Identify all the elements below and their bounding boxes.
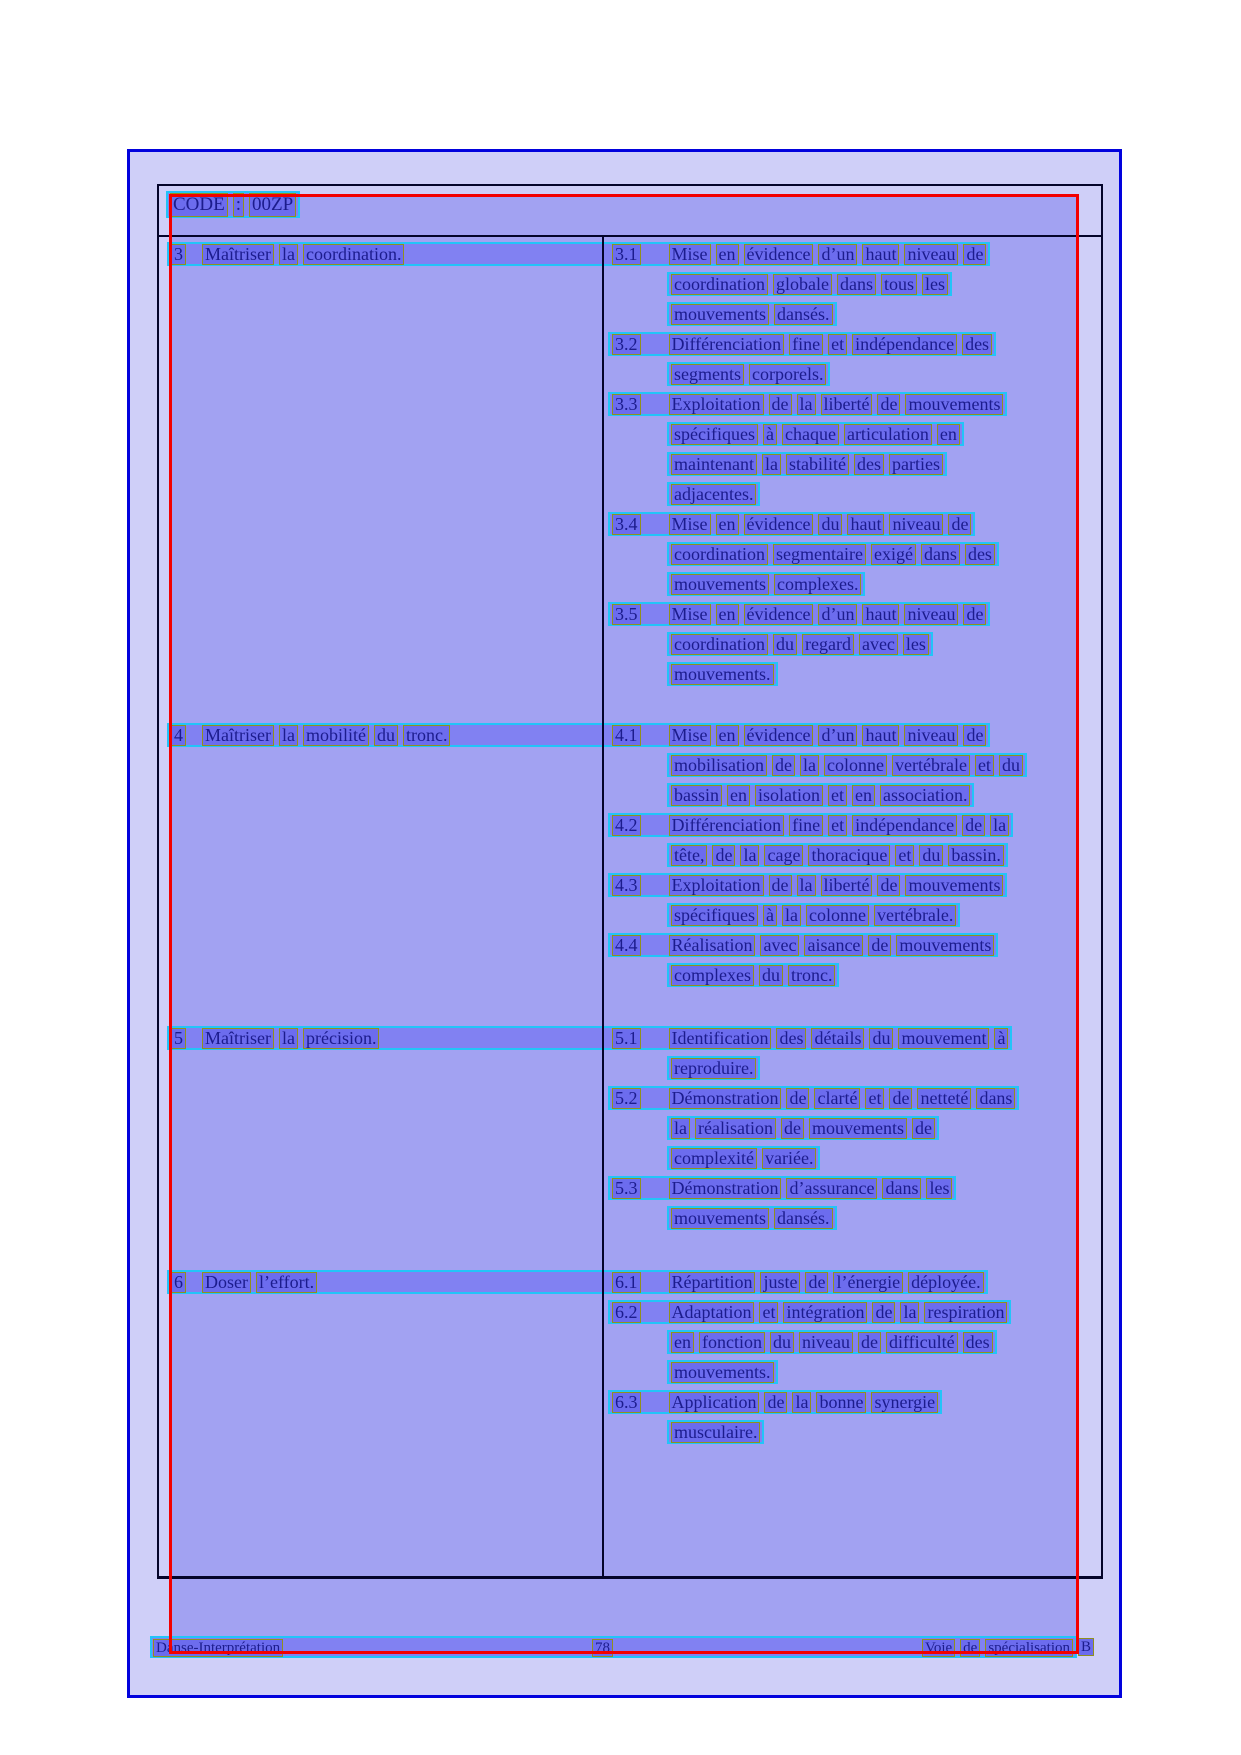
objective-number: 3 — [171, 244, 186, 265]
criterion-word: des — [962, 334, 992, 355]
criterion-number: 4.1 — [612, 725, 641, 746]
criterion-word: maintenant — [671, 454, 757, 475]
criterion-word: la — [990, 815, 1009, 836]
criterion-line-continuation — [667, 272, 952, 296]
criterion-word: d’un — [818, 604, 857, 625]
criterion-word: de — [889, 1088, 912, 1109]
criterion-word: de — [948, 514, 971, 535]
objective-number: 4 — [171, 725, 186, 746]
criterion-word: segments — [671, 364, 744, 385]
criterion-line-continuation — [667, 632, 933, 656]
criterion-word: musculaire. — [671, 1422, 760, 1443]
criterion-word: Différenciation — [669, 815, 785, 836]
criterion-word: de — [769, 394, 792, 415]
criterion-word: de — [963, 725, 986, 746]
criterion-word: du — [759, 965, 783, 986]
criterion-word: les — [922, 274, 948, 295]
criterion-line-continuation — [667, 302, 837, 326]
criterion-word: association. — [880, 785, 970, 806]
objective-row — [167, 1026, 1012, 1050]
criterion-word: clarté — [814, 1088, 860, 1109]
criterion-number: 5.2 — [612, 1088, 641, 1109]
objective-word: l’effort. — [256, 1272, 317, 1293]
criterion-word: du — [919, 845, 943, 866]
criterion-word: Application — [669, 1392, 760, 1413]
criterion-word: de — [858, 1332, 881, 1353]
table-frame-left — [157, 184, 159, 1578]
criterion-word: synergie — [871, 1392, 938, 1413]
footer-title — [153, 1639, 283, 1657]
criterion-word: bassin. — [948, 845, 1004, 866]
criterion-word: du — [770, 1332, 794, 1353]
table-frame-top — [157, 184, 1103, 186]
footer-right-word: Voie — [922, 1639, 955, 1657]
criterion-word: Adaptation — [669, 1302, 755, 1323]
criterion-word: en — [727, 785, 750, 806]
criterion-word: segmentaire — [773, 544, 866, 565]
criterion-line-continuation — [667, 843, 1008, 867]
table-frame-right — [1101, 184, 1103, 1578]
criterion-word: mouvements — [896, 935, 994, 956]
criterion-word: adjacentes. — [671, 484, 756, 505]
page-number-word: 78 — [592, 1639, 613, 1657]
criterion-line-continuation — [667, 662, 778, 686]
objective-cell — [171, 244, 612, 265]
criterion-word: et — [828, 334, 847, 355]
objective-word: Maîtriser — [202, 1028, 274, 1049]
criterion-word: d’assurance — [786, 1178, 877, 1199]
criterion-word: Mise — [669, 514, 711, 535]
criterion-number: 3.3 — [612, 394, 641, 415]
footer-row — [150, 1636, 1077, 1658]
criterion-word: détails — [811, 1028, 864, 1049]
criterion-word: la — [900, 1302, 919, 1323]
criterion-word: de — [772, 755, 795, 776]
criterion-word: de — [872, 1302, 895, 1323]
criterion-word: en — [716, 725, 739, 746]
criterion-word: avec — [859, 634, 898, 655]
criterion-word: Mise — [669, 244, 711, 265]
criterion-word: la — [782, 905, 801, 926]
criterion-number: 3.1 — [612, 244, 641, 265]
criterion-word: parties — [889, 454, 943, 475]
criterion-word: à — [763, 424, 777, 445]
criterion-word: netteté — [917, 1088, 971, 1109]
objective-word: Doser — [202, 1272, 251, 1293]
criterion-number: 5.3 — [612, 1178, 641, 1199]
criterion-word: en — [852, 785, 875, 806]
criterion-number: 3.4 — [612, 514, 641, 535]
criterion-word: mouvements — [671, 1208, 769, 1229]
criterion-number: 4.3 — [612, 875, 641, 896]
criterion-word: juste — [760, 1272, 800, 1293]
criterion-word: de — [781, 1118, 804, 1139]
criterion-line-continuation — [667, 1146, 820, 1170]
criterion-word: de — [963, 244, 986, 265]
criterion-word: corporels. — [749, 364, 826, 385]
criterion-word: difficulté — [886, 1332, 958, 1353]
criterion-word: thoracique — [808, 845, 890, 866]
criterion-word: niveau — [799, 1332, 853, 1353]
criterion-word: la — [792, 1392, 811, 1413]
footer-right-word: spécialisation — [985, 1639, 1073, 1657]
criterion-word: Mise — [669, 725, 711, 746]
criterion-word: dans — [882, 1178, 921, 1199]
criterion-line — [608, 1176, 956, 1200]
criterion-number: 5.1 — [612, 1028, 641, 1049]
criterion-word: la — [797, 394, 816, 415]
criterion-word: les — [903, 634, 929, 655]
criterion-number: 3.2 — [612, 334, 641, 355]
criterion-number: 4.2 — [612, 815, 641, 836]
criterion-word: d’un — [818, 244, 857, 265]
criterion-word: déployée. — [908, 1272, 983, 1293]
criterion-word: de — [769, 875, 792, 896]
criterion-line — [608, 1086, 1019, 1110]
criterion-word: complexes — [671, 965, 754, 986]
objective-cell — [171, 1028, 612, 1049]
criterion-word: fine — [789, 815, 823, 836]
criterion-word: du — [773, 634, 797, 655]
criterion-number: 6.3 — [612, 1392, 641, 1413]
criterion-word: aisance — [804, 935, 863, 956]
header-code-word: 00ZP — [249, 193, 296, 217]
criterion-word: bonne — [816, 1392, 866, 1413]
criterion-word: et — [759, 1302, 778, 1323]
criterion-word: dansés. — [774, 1208, 833, 1229]
criterion-word: de — [712, 845, 735, 866]
criterion-word: Exploitation — [669, 394, 764, 415]
criterion-word: mouvement — [898, 1028, 989, 1049]
objective-row — [167, 242, 990, 266]
criterion-number: 3.5 — [612, 604, 641, 625]
criterion-word: mouvements — [671, 304, 769, 325]
criterion-word: spécifiques — [671, 905, 758, 926]
objective-word: la — [279, 244, 298, 265]
criterion-line — [608, 512, 975, 536]
criterion-word: niveau — [904, 725, 958, 746]
objective-word: la — [279, 1028, 298, 1049]
criterion-word: en — [671, 1332, 694, 1353]
criterion-number: 6.2 — [612, 1302, 641, 1323]
criterion-line — [608, 813, 1013, 837]
criterion-word: mouvements — [905, 875, 1003, 896]
footer-right-text — [922, 1639, 1073, 1657]
criterion-word: évidence — [744, 514, 814, 535]
criterion-word: coordination — [671, 544, 768, 565]
criterion-line-continuation — [667, 542, 999, 566]
criterion-line-continuation — [667, 362, 830, 386]
criterion-word: des — [963, 1332, 993, 1353]
criterion-word: dansés. — [774, 304, 833, 325]
footer-right-suffix — [1078, 1638, 1094, 1656]
criterion-word: de — [805, 1272, 828, 1293]
criterion-word: intégration — [783, 1302, 867, 1323]
criterion-word: chaque — [782, 424, 839, 445]
criterion-word: fine — [789, 334, 823, 355]
criterion-word: vertébrale. — [874, 905, 956, 926]
criterion-word: de — [868, 935, 891, 956]
criterion-word: de — [877, 394, 900, 415]
criterion-word: colonne — [824, 755, 887, 776]
criterion-line — [608, 933, 998, 957]
criterion-line-continuation — [667, 452, 947, 476]
criterion-word: évidence — [744, 604, 814, 625]
criterion-word: tronc. — [788, 965, 835, 986]
criterion-line — [608, 1390, 942, 1414]
criterion-word: fonction — [699, 1332, 765, 1353]
criterion-word: dans — [921, 544, 960, 565]
criterion-word: indépendance — [852, 815, 957, 836]
criterion-word: Différenciation — [669, 334, 785, 355]
criterion-word: de — [786, 1088, 809, 1109]
criterion-word: liberté — [821, 875, 873, 896]
criterion-line — [608, 392, 1007, 416]
criterion-word: mouvements. — [671, 1362, 774, 1383]
criterion-word: haut — [862, 244, 899, 265]
criterion-line-continuation — [667, 482, 760, 506]
objective-number: 5 — [171, 1028, 186, 1049]
criterion-line — [608, 332, 996, 356]
criterion-line-continuation — [667, 1360, 778, 1384]
criterion-word: de — [877, 875, 900, 896]
criterion-line-continuation — [667, 422, 964, 446]
criterion-word: Mise — [669, 604, 711, 625]
criterion-word: de — [912, 1118, 935, 1139]
criterion-word: la — [800, 755, 819, 776]
criterion-line-continuation — [667, 1116, 939, 1140]
criterion-line-continuation — [667, 572, 865, 596]
objective-word: du — [374, 725, 398, 746]
criterion-word: l’énergie — [833, 1272, 903, 1293]
footer-right-word: de — [960, 1639, 980, 1657]
criterion-word: variée. — [762, 1148, 816, 1169]
objective-word: coordination. — [303, 244, 404, 265]
footer-page-number — [592, 1639, 613, 1657]
criterion-word: réalisation — [695, 1118, 776, 1139]
criterion-word: la — [671, 1118, 690, 1139]
criterion-word: Démonstration — [669, 1178, 782, 1199]
criterion-line — [608, 1300, 1011, 1324]
criterion-number: 4.4 — [612, 935, 641, 956]
criterion-word: stabilité — [786, 454, 849, 475]
criterion-word: Identification — [669, 1028, 772, 1049]
objective-word: Maîtriser — [202, 725, 274, 746]
criterion-word: d’un — [818, 725, 857, 746]
criterion-word: complexité — [671, 1148, 757, 1169]
criterion-word: et — [828, 785, 847, 806]
objective-number: 6 — [171, 1272, 186, 1293]
criterion-word: haut — [862, 604, 899, 625]
criterion-word: et — [865, 1088, 884, 1109]
criterion-line-continuation — [667, 783, 974, 807]
objective-word: précision. — [303, 1028, 379, 1049]
criterion-word: indépendance — [852, 334, 957, 355]
header-code-word: : — [233, 193, 244, 217]
criterion-word: Exploitation — [669, 875, 764, 896]
criterion-word: reproduire. — [671, 1058, 756, 1079]
criterion-word: Démonstration — [669, 1088, 782, 1109]
criterion-word: coordination — [671, 274, 768, 295]
criterion-word: isolation — [755, 785, 823, 806]
criterion-word: mobilisation — [671, 755, 767, 776]
criterion-word: mouvements. — [671, 664, 774, 685]
criterion-line-continuation — [667, 753, 1027, 777]
criterion-word: niveau — [889, 514, 943, 535]
objective-word: la — [279, 725, 298, 746]
criterion-line-continuation — [667, 903, 960, 927]
criterion-word: des — [776, 1028, 806, 1049]
criterion-word: regard — [802, 634, 854, 655]
criterion-word: et — [975, 755, 994, 776]
criterion-word: de — [764, 1392, 787, 1413]
table-header-divider — [157, 235, 1103, 237]
criterion-word: en — [937, 424, 960, 445]
criterion-word: mouvements — [671, 574, 769, 595]
criterion-word: haut — [847, 514, 884, 535]
objective-row — [167, 723, 990, 747]
criterion-word: complexes. — [774, 574, 861, 595]
criterion-word: du — [999, 755, 1023, 776]
criterion-word: et — [828, 815, 847, 836]
criterion-word: Répartition — [669, 1272, 756, 1293]
criterion-word: du — [869, 1028, 893, 1049]
objective-word: tronc. — [403, 725, 450, 746]
criterion-word: niveau — [904, 604, 958, 625]
criterion-line — [608, 602, 990, 626]
criterion-word: évidence — [744, 725, 814, 746]
table-frame-bottom — [157, 1576, 1103, 1579]
criterion-word: mouvements — [809, 1118, 907, 1139]
criterion-word: coordination — [671, 634, 768, 655]
criterion-word: du — [818, 514, 842, 535]
criterion-number: 6.1 — [612, 1272, 641, 1293]
criterion-word: globale — [773, 274, 832, 295]
criterion-word: respiration — [924, 1302, 1007, 1323]
criterion-line-continuation — [667, 1206, 837, 1230]
criterion-word: tous — [881, 274, 917, 295]
criterion-word: des — [854, 454, 884, 475]
header-code-row — [166, 191, 300, 218]
criterion-word: la — [740, 845, 759, 866]
criterion-word: en — [716, 244, 739, 265]
criterion-word: niveau — [904, 244, 958, 265]
criterion-word: à — [763, 905, 777, 926]
criterion-word: spécifiques — [671, 424, 758, 445]
criterion-line-continuation — [667, 1330, 997, 1354]
criterion-word: la — [797, 875, 816, 896]
criterion-word: évidence — [744, 244, 814, 265]
objective-word: Maîtriser — [202, 244, 274, 265]
criterion-word: dans — [837, 274, 876, 295]
criterion-word: Réalisation — [669, 935, 756, 956]
criterion-word: haut — [862, 725, 899, 746]
criterion-word: à — [994, 1028, 1008, 1049]
criterion-word: tête, — [671, 845, 707, 866]
criterion-line — [608, 873, 1007, 897]
criterion-word: vertébrale — [892, 755, 970, 776]
objective-cell — [171, 1272, 612, 1293]
criterion-word: articulation — [844, 424, 932, 445]
criterion-line-continuation — [667, 963, 839, 987]
criterion-word: liberté — [821, 394, 873, 415]
criterion-word: la — [762, 454, 781, 475]
criterion-word: en — [716, 604, 739, 625]
objective-row — [167, 1270, 988, 1294]
criterion-word: bassin — [671, 785, 722, 806]
criterion-word: en — [716, 514, 739, 535]
objective-word: mobilité — [303, 725, 369, 746]
criterion-word: de — [962, 815, 985, 836]
footer-title-word: Danse-Interprétation — [153, 1639, 283, 1657]
criterion-word: et — [895, 845, 914, 866]
criterion-word: colonne — [806, 905, 869, 926]
criterion-word: exigé — [871, 544, 916, 565]
criterion-word: des — [965, 544, 995, 565]
criterion-word: avec — [760, 935, 799, 956]
criterion-word: dans — [976, 1088, 1015, 1109]
table-column-divider — [602, 235, 604, 1578]
criterion-word: cage — [764, 845, 803, 866]
criterion-word: mouvements — [905, 394, 1003, 415]
criterion-line-continuation — [667, 1056, 760, 1080]
criterion-word: de — [963, 604, 986, 625]
objective-cell — [171, 725, 612, 746]
criterion-line-continuation — [667, 1420, 764, 1444]
header-code-word: CODE — [170, 193, 228, 217]
criterion-word: les — [926, 1178, 952, 1199]
footer-suffix-word: B — [1078, 1638, 1094, 1656]
